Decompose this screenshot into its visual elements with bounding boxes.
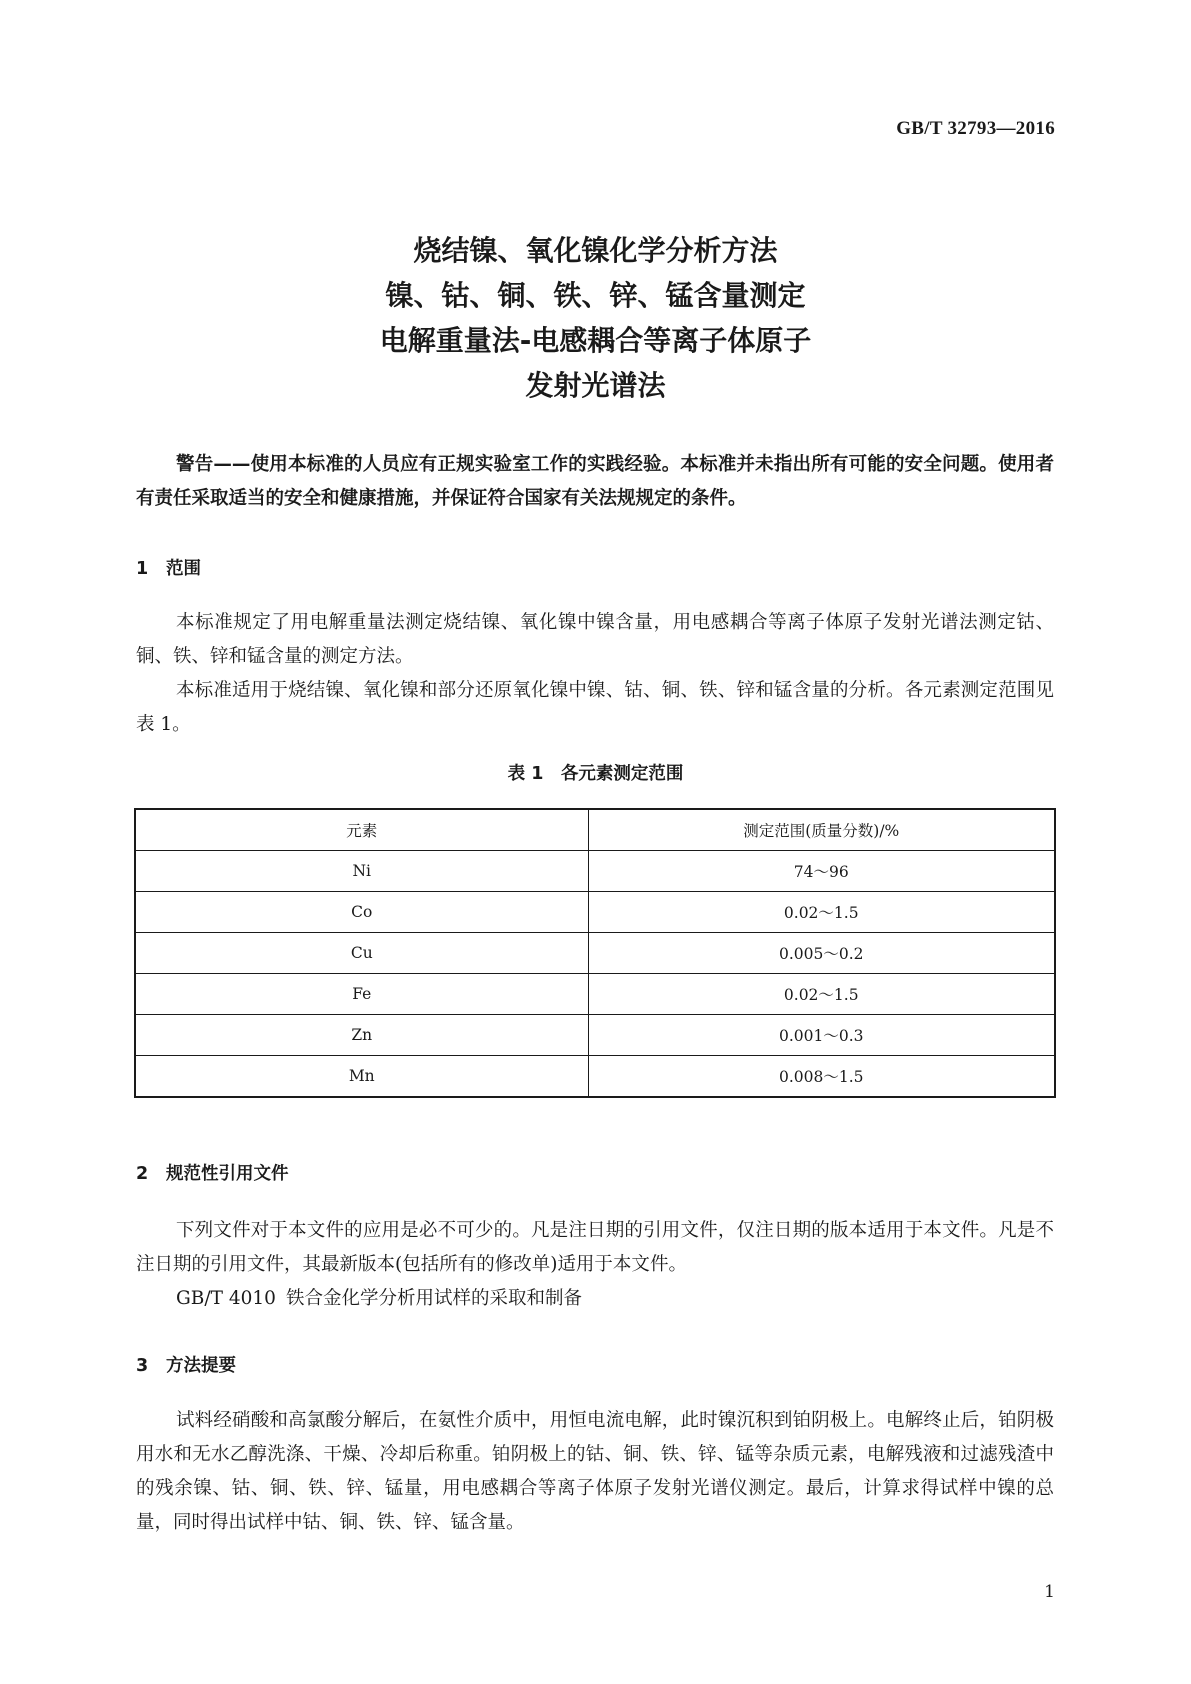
standard-code: GB/T 32793—2016 [896, 118, 1055, 139]
section-heading-normative-references [136, 1160, 289, 1185]
cell-element: Ni [135, 851, 588, 892]
section-title: 规范性引用文件 [166, 1164, 289, 1184]
column-header-range: 测定范围(质量分数)/% [588, 809, 1055, 851]
section-title: 范围 [166, 559, 201, 579]
section-number: 3 [136, 1356, 149, 1376]
cell-element: Zn [135, 1015, 588, 1056]
warning-notice: 警告——使用本标准的人员应有正规实验室工作的实践经验。本标准并未指出所有可能的安全问题。使用者有责任采取适当的安全和健康措施，并保证符合国家有关法规规定的条件。 [136, 454, 1054, 509]
title-line: 镍、钴、铜、铁、锌、锰含量测定 [385, 279, 806, 312]
cell-range: 0.02～1.5 [588, 892, 1055, 933]
page-number: 1 [1044, 1582, 1055, 1602]
paragraph: 下列文件对于本文件的应用是必不可少的。凡是注日期的引用文件，仅注日期的版本适用于本文件。凡是不注日期的引用文件，其最新版本(包括所有的修改单)适用于本文件。 [136, 1220, 1054, 1275]
cell-range: 0.008～1.5 [588, 1056, 1055, 1098]
paragraph: 本标准规定了用电解重量法测定烧结镍、氧化镍中镍含量，用电感耦合等离子体原子发射光谱法测定钴、铜、铁、锌和锰含量的测定方法。 [136, 612, 1054, 667]
column-header-element: 元素 [135, 809, 588, 851]
cell-element: Co [135, 892, 588, 933]
table-row [135, 974, 1055, 1015]
table-header-row [135, 809, 1055, 851]
reference-code: GB/T 4010 [176, 1288, 276, 1309]
table-row [135, 851, 1055, 892]
cell-element: Fe [135, 974, 588, 1015]
section-title: 方法提要 [166, 1356, 236, 1376]
table-row [135, 1015, 1055, 1056]
title-line: 电解重量法-电感耦合等离子体原子 [379, 324, 812, 357]
cell-range: 0.02～1.5 [588, 974, 1055, 1015]
section-number: 2 [136, 1164, 149, 1184]
cell-range: 0.005～0.2 [588, 933, 1055, 974]
reference-title: 铁合金化学分析用试样的采取和制备 [286, 1288, 583, 1309]
cell-element: Cu [135, 933, 588, 974]
title-line: 烧结镍、氧化镍化学分析方法 [413, 234, 778, 267]
cell-range: 74～96 [588, 851, 1055, 892]
cell-range: 0.001～0.3 [588, 1015, 1055, 1056]
element-range-table [134, 808, 1056, 1098]
cell-element: Mn [135, 1056, 588, 1098]
table-caption: 表 1 各元素测定范围 [507, 764, 684, 784]
section-heading-method-summary [136, 1352, 236, 1377]
paragraph: 试料经硝酸和高氯酸分解后，在氨性介质中，用恒电流电解，此时镍沉积到铂阴极上。电解终止后，铂阴极用水和无水乙醇洗涤、干燥、冷却后称重。铂阴极上的钴、铜、铁、锌、锰等杂质元素，电解残液和过滤残渣中的残余镍、钴、铜、铁、锌、锰量，用电感耦合等离子体原子发射光谱仪测定。最后，计算求得试样中镍的总量，同时得出试样中钴、铜、铁、锌、锰含量。 [136, 1410, 1054, 1533]
section-number: 1 [136, 559, 149, 579]
section-heading-scope [136, 555, 201, 580]
reference-item [176, 1284, 582, 1310]
table-row [135, 933, 1055, 974]
paragraph: 本标准适用于烧结镍、氧化镍和部分还原氧化镍中镍、钴、铜、铁、锌和锰含量的分析。各元素测定范围见表 1。 [136, 680, 1054, 735]
table-row [135, 1056, 1055, 1098]
table-row [135, 892, 1055, 933]
title-line: 发射光谱法 [525, 369, 666, 402]
document-title [0, 228, 1191, 408]
